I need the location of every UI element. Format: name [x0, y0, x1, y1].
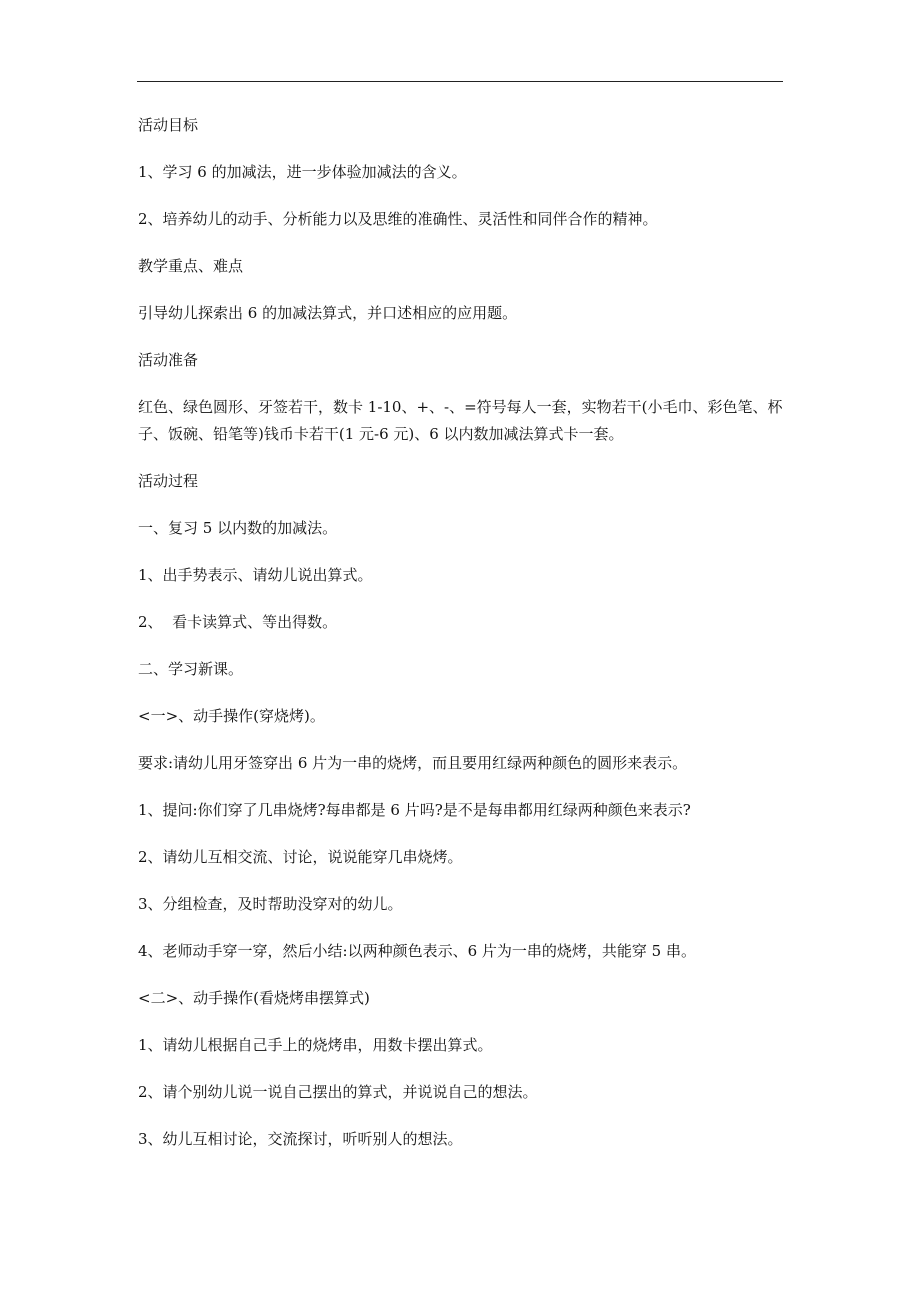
- subsection-1-step-3: 3、分组检查，及时帮助没穿对的幼儿。: [138, 895, 403, 913]
- subsection-2-step-2: 2、请个别幼儿说一说自己摆出的算式，并说说自己的想法。: [138, 1083, 538, 1101]
- preparation-text: 红色、绿色圆形、牙签若干，数卡 1-10、+、-、=符号每人一套，实物若干(小毛巾、彩色笔、杯子、饭碗、铅笔等)钱币卡若干(1 元-6 元)、6 以内数加减法算式卡一套。: [138, 398, 783, 443]
- heading-key-points: 教学重点、难点: [138, 257, 244, 275]
- heading-activity-goals: 活动目标: [138, 116, 199, 134]
- requirement-text: 要求:请幼儿用牙签穿出 6 片为一串的烧烤，而且要用红绿两种颜色的圆形来表示。: [138, 754, 688, 772]
- goal-item-1: 1、学习 6 的加减法，进一步体验加减法的含义。: [138, 163, 467, 181]
- subsection-2-step-3: 3、幼儿互相讨论，交流探讨，听听别人的想法。: [138, 1130, 463, 1148]
- process-step-1-2: 2、 看卡读算式、等出得数。: [138, 613, 338, 631]
- heading-process: 活动过程: [138, 472, 199, 490]
- subsection-2: <二>、动手操作(看烧烤串摆算式): [138, 989, 370, 1007]
- header-rule: [137, 81, 783, 82]
- subsection-2-step-1: 1、请幼儿根据自己手上的烧烤串，用数卡摆出算式。: [138, 1036, 493, 1054]
- goal-item-2: 2、培养幼儿的动手、分析能力以及思维的准确性、灵活性和同伴合作的精神。: [138, 210, 658, 228]
- process-step-1-1: 1、出手势表示、请幼儿说出算式。: [138, 566, 373, 584]
- process-section-2: 二、学习新课。: [138, 660, 244, 678]
- key-points-text: 引导幼儿探索出 6 的加减法算式，并口述相应的应用题。: [138, 304, 518, 322]
- subsection-1: <一>、动手操作(穿烧烤)。: [138, 707, 325, 725]
- subsection-1-step-1: 1、提问:你们穿了几串烧烤?每串都是 6 片吗?是不是每串都用红绿两种颜色来表示?: [138, 801, 691, 819]
- document-body: [138, 112, 788, 1153]
- heading-preparation: 活动准备: [138, 351, 199, 369]
- subsection-1-step-2: 2、请幼儿互相交流、讨论，说说能穿几串烧烤。: [138, 848, 463, 866]
- process-section-1: 一、复习 5 以内数的加减法。: [138, 519, 338, 537]
- subsection-1-step-4: 4、老师动手穿一穿，然后小结:以两种颜色表示、6 片为一串的烧烤，共能穿 5 串。: [138, 942, 696, 960]
